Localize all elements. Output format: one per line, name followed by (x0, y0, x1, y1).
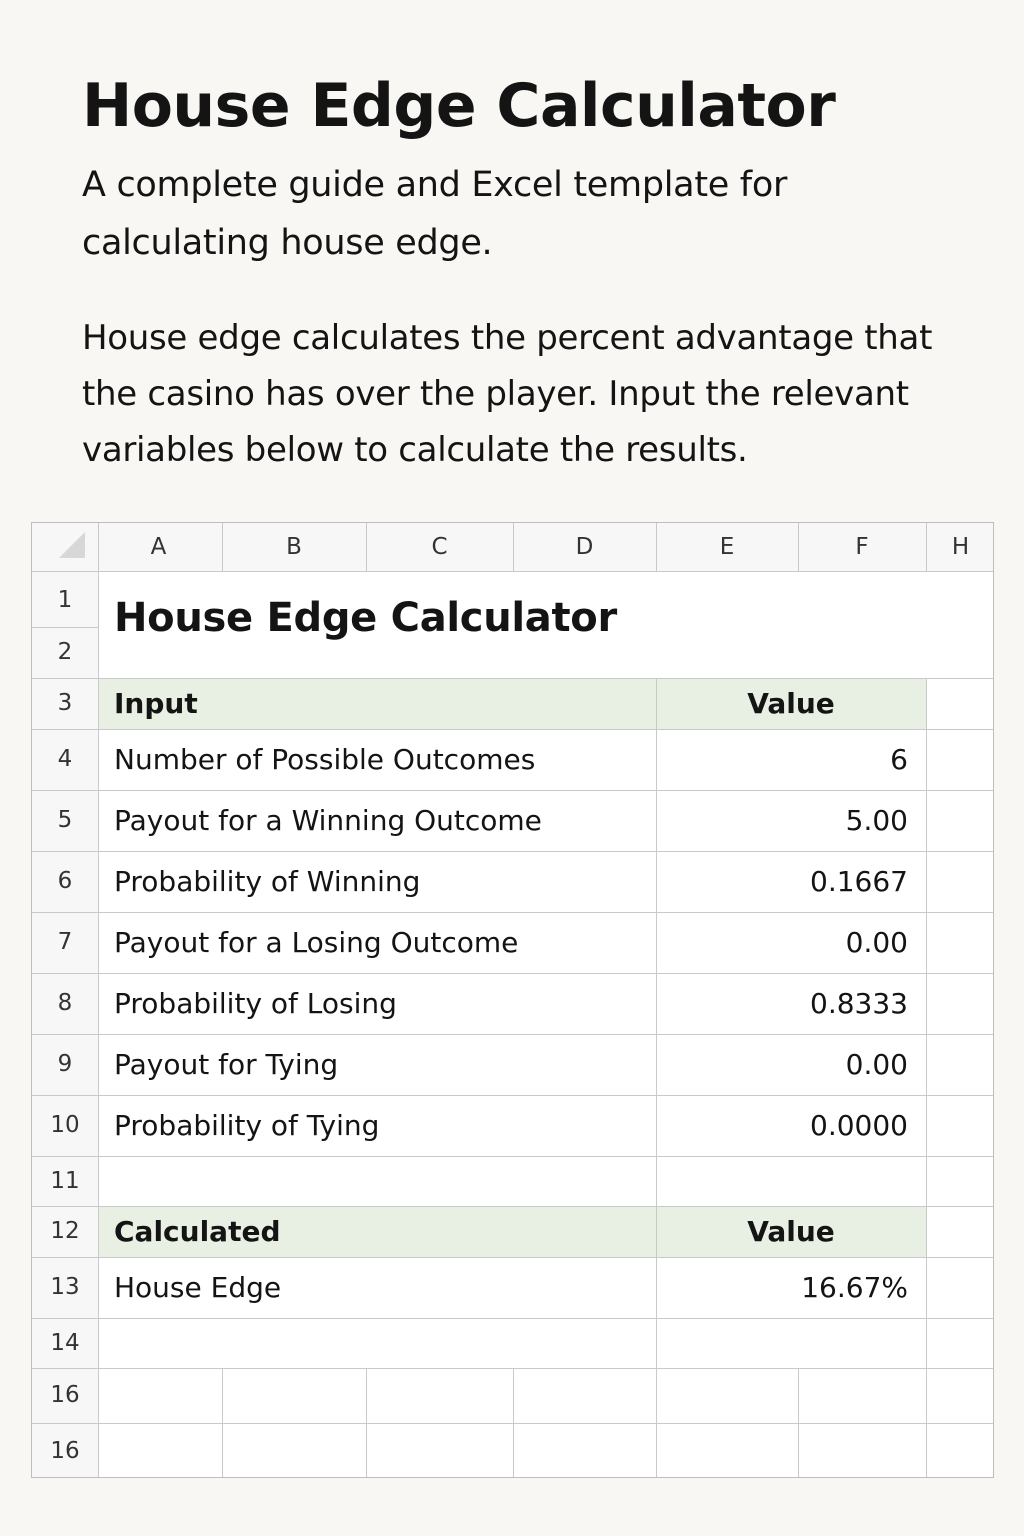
grid-line (32, 1318, 994, 1319)
input-header-label[interactable]: Input (114, 687, 198, 720)
input-label-winning-probability[interactable]: Probability of Winning (114, 865, 421, 898)
column-header-c[interactable]: C (431, 534, 448, 560)
row-header-3[interactable]: 3 (57, 690, 73, 716)
input-label-possible-outcomes[interactable]: Number of Possible Outcomes (114, 743, 536, 776)
calculated-header-label[interactable]: Calculated (114, 1215, 281, 1248)
column-header-h[interactable]: H (951, 534, 970, 560)
input-value-tying-probability[interactable]: 0.0000 (810, 1109, 908, 1142)
grid-line (798, 1368, 799, 1478)
column-header-b[interactable]: B (286, 534, 302, 560)
page-subtitle: A complete guide and Excel template for calculating house edge. (82, 165, 788, 263)
row-header-10[interactable]: 10 (50, 1112, 80, 1138)
input-value-losing-probability[interactable]: 0.8333 (810, 987, 908, 1020)
input-label-winning-payout[interactable]: Payout for a Winning Outcome (114, 804, 542, 837)
grid-line (926, 678, 927, 1478)
column-header-f[interactable]: F (855, 534, 869, 560)
input-value-winning-probability[interactable]: 0.1667 (810, 865, 908, 898)
row-header-9[interactable]: 9 (57, 1051, 73, 1077)
grid-line (32, 1156, 994, 1157)
grid-line (926, 523, 927, 571)
input-label-losing-payout[interactable]: Payout for a Losing Outcome (114, 926, 519, 959)
calculated-label-house-edge[interactable]: House Edge (114, 1271, 282, 1304)
grid-line (98, 523, 99, 1478)
grid-line (32, 627, 98, 628)
grid-line (366, 1368, 367, 1478)
row-header-15[interactable]: 16 (50, 1382, 80, 1408)
input-value-possible-outcomes[interactable]: 6 (890, 743, 908, 776)
page-title: House Edge Calculator (82, 71, 836, 141)
column-header-d[interactable]: D (575, 534, 594, 560)
sheet-title[interactable]: House Edge Calculator (114, 595, 617, 641)
grid-line (798, 523, 799, 571)
row-header-6[interactable]: 6 (57, 868, 73, 894)
row-header-8[interactable]: 8 (57, 990, 73, 1016)
row-header-11[interactable]: 11 (50, 1168, 80, 1194)
grid-line (222, 523, 223, 571)
intro-paragraph: House edge calculates the percent advantage that the casino has over the player. Input the relevant variables below to calculate the results. (82, 318, 933, 470)
row-header-16[interactable]: 16 (50, 1438, 80, 1464)
calculated-header-value[interactable]: Value (747, 1215, 835, 1248)
column-header-a[interactable]: A (150, 534, 167, 560)
column-header-e[interactable]: E (719, 534, 735, 560)
grid-line (656, 523, 657, 571)
input-value-winning-payout[interactable]: 5.00 (845, 804, 908, 837)
input-label-losing-probability[interactable]: Probability of Losing (114, 987, 397, 1020)
grid-line (222, 1368, 223, 1478)
row-header-13[interactable]: 13 (50, 1274, 80, 1300)
row-header-7[interactable]: 7 (57, 929, 73, 955)
row-header-5[interactable]: 5 (57, 807, 73, 833)
grid-line (366, 523, 367, 571)
row-header-1[interactable]: 1 (57, 587, 73, 613)
row-header-4[interactable]: 4 (57, 746, 73, 772)
grid-line (32, 571, 994, 572)
calculated-value-house-edge[interactable]: 16.67% (801, 1271, 908, 1304)
grid-line (513, 1368, 514, 1478)
input-header-value[interactable]: Value (747, 687, 835, 720)
row-header-2[interactable]: 2 (57, 639, 73, 665)
input-label-tying-probability[interactable]: Probability of Tying (114, 1109, 380, 1142)
input-label-tying-payout[interactable]: Payout for Tying (114, 1048, 339, 1081)
select-all-icon[interactable] (59, 532, 85, 558)
row-header-12[interactable]: 12 (50, 1218, 80, 1244)
row-header-14[interactable]: 14 (50, 1330, 80, 1356)
input-value-tying-payout[interactable]: 0.00 (845, 1048, 908, 1081)
grid-line (513, 523, 514, 571)
input-value-losing-payout[interactable]: 0.00 (845, 926, 908, 959)
spreadsheet[interactable] (31, 522, 994, 1478)
